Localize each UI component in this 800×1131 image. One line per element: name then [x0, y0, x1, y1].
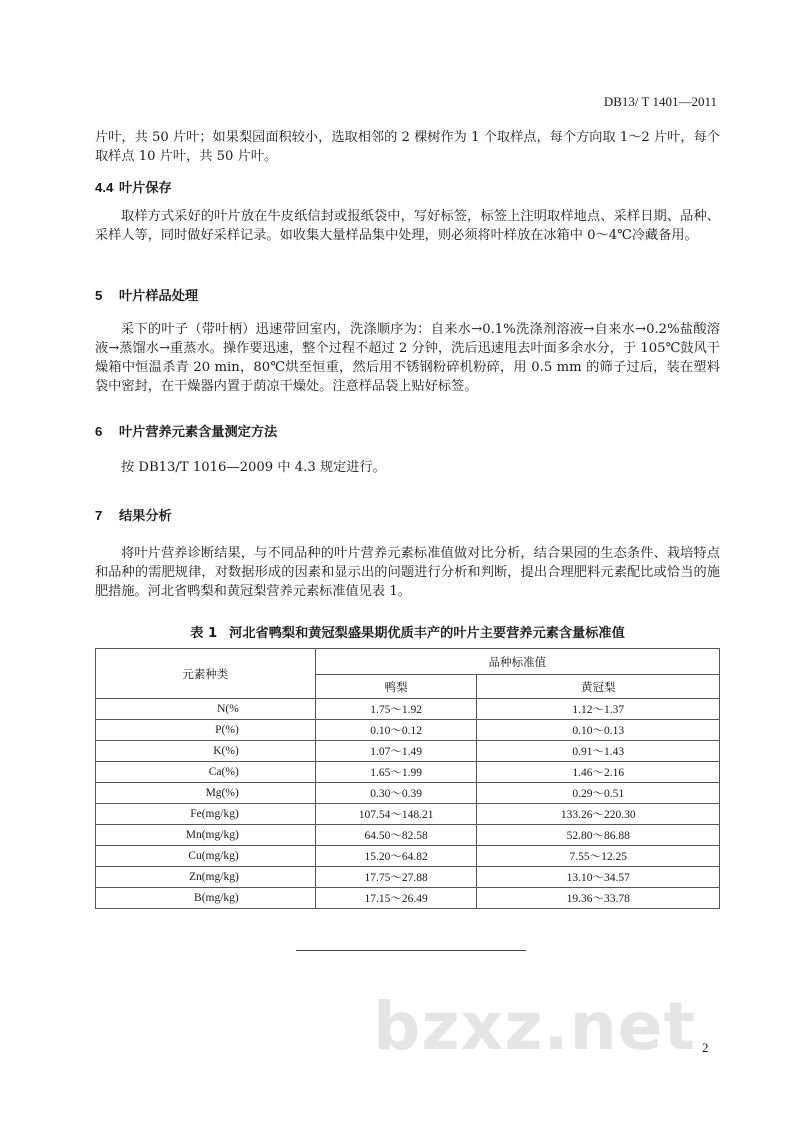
paragraph-sample-processing: 采下的叶子（带叶柄）迅速带回室内，洗涤顺序为：自来水→0.1%洗涤剂溶液→自来水→0.2%盐酸溶液→蒸馏水→重蒸水。操作要迅速，整个过程不超过 2 分钟，洗后迅速甩去叶面多余水分，于 105℃鼓风干燥箱中恒温杀青 20 min，80℃烘至恒重，然后用不锈钢粉碎机粉碎，用 0.5 mm 的筛子过后，装在塑料袋中密封，在干燥器内置于荫凉干燥处。注意样品袋上贴好标签。: [95, 322, 720, 394]
yali-value-cell: 1.75～1.92: [315, 699, 477, 720]
table-caption: [95, 622, 720, 641]
huangguan-value-cell: 1.12～1.37: [477, 699, 720, 720]
huangguan-value-cell: 1.46～2.16: [477, 762, 720, 783]
page-number: 2: [702, 1040, 709, 1055]
document-code: DB13/ T 1401—2011: [603, 94, 717, 109]
section-heading-4-4: [95, 177, 172, 196]
section-number: 5: [95, 288, 103, 303]
table-row: [96, 762, 720, 783]
section-heading-7: [95, 505, 172, 524]
element-cell: P(%): [96, 720, 316, 741]
paragraph-measurement-method: 按 DB13/T 1016—2009 中 4.3 规定进行。: [121, 460, 386, 475]
section-number: 4.4: [95, 180, 114, 195]
huangguan-value-cell: 0.10～0.13: [477, 720, 720, 741]
section-title: 叶片营养元素含量测定方法: [119, 425, 278, 440]
element-cell: Zn(mg/kg): [96, 867, 316, 888]
huangguan-value-cell: 13.10～34.57: [477, 867, 720, 888]
table-row: [96, 825, 720, 846]
element-cell: Ca(%): [96, 762, 316, 783]
section-title: 叶片样品处理: [119, 289, 199, 304]
header-element-type: 元素种类: [96, 649, 316, 699]
table-row: [96, 783, 720, 804]
element-cell: B(mg/kg): [96, 888, 316, 909]
yali-value-cell: 17.15～26.49: [315, 888, 477, 909]
element-cell: Mn(mg/kg): [96, 825, 316, 846]
section-title: 叶片保存: [119, 181, 172, 196]
section-heading-6: [95, 421, 277, 440]
yali-value-cell: 17.75～27.88: [315, 867, 477, 888]
header-yali: 鸭梨: [315, 675, 477, 699]
section-heading-5: [95, 285, 198, 304]
yali-value-cell: 0.10～0.12: [315, 720, 477, 741]
section-title: 结果分析: [119, 509, 172, 524]
element-cell: Cu(mg/kg): [96, 846, 316, 867]
table-title: 河北省鸭梨和黄冠梨盛果期优质丰产的叶片主要营养元素含量标准值: [229, 626, 625, 641]
huangguan-value-cell: 19.36～33.78: [477, 888, 720, 909]
table-row: [96, 846, 720, 867]
header-huangguan: 黄冠梨: [477, 675, 720, 699]
paragraph-continued: 片叶，共 50 片叶；如果梨园面积较小，选取相邻的 2 棵树作为 1 个取样点，每个方向取 1～2 片叶，每个取样点 10 片叶，共 50 片叶。: [95, 130, 720, 164]
table-row: [96, 804, 720, 825]
huangguan-value-cell: 7.55～12.25: [477, 846, 720, 867]
huangguan-value-cell: 0.91～1.43: [477, 741, 720, 762]
element-cell: Fe(mg/kg): [96, 804, 316, 825]
table-row: [96, 741, 720, 762]
table-row: [96, 699, 720, 720]
table-row: [96, 867, 720, 888]
yali-value-cell: 0.30～0.39: [315, 783, 477, 804]
yali-value-cell: 64.50～82.58: [315, 825, 477, 846]
table-number: 表 1: [190, 626, 218, 641]
table-row: [96, 888, 720, 909]
huangguan-value-cell: 133.26～220.30: [477, 804, 720, 825]
paragraph-result-analysis: 将叶片营养诊断结果，与不同品种的叶片营养元素标准值做对比分析，结合果园的生态条件、栽培特点和品种的需肥规律，对数据形成的因素和显示出的问题进行分析和判断，提出合理肥料元素配比或恰当的施肥措施。河北省鸭梨和黄冠梨营养元素标准值见表 1。: [95, 546, 720, 599]
section-number: 7: [95, 508, 103, 523]
table-row: [96, 720, 720, 741]
huangguan-value-cell: 52.80～86.88: [477, 825, 720, 846]
nutrient-standard-table: [95, 648, 720, 909]
section-number: 6: [95, 424, 103, 439]
yali-value-cell: 1.65～1.99: [315, 762, 477, 783]
yali-value-cell: 15.20～64.82: [315, 846, 477, 867]
huangguan-value-cell: 0.29～0.51: [477, 783, 720, 804]
element-cell: N(%: [96, 699, 316, 720]
watermark: bzxz.net: [373, 988, 697, 1065]
element-cell: K(%): [96, 741, 316, 762]
element-cell: Mg(%): [96, 783, 316, 804]
yali-value-cell: 1.07～1.49: [315, 741, 477, 762]
footnote-rule: [296, 950, 526, 951]
paragraph-leaf-storage: 取样方式采好的叶片放在牛皮纸信封或报纸袋中，写好标签，标签上注明取样地点、采样日期、品种、采样人等，同时做好采样记录。如收集大量样品集中处理，则必须将叶样放在冰箱中 0～4℃冷藏备用。: [95, 209, 720, 243]
yali-value-cell: 107.54～148.21: [315, 804, 477, 825]
header-variety-standard: 品种标准值: [315, 649, 719, 675]
